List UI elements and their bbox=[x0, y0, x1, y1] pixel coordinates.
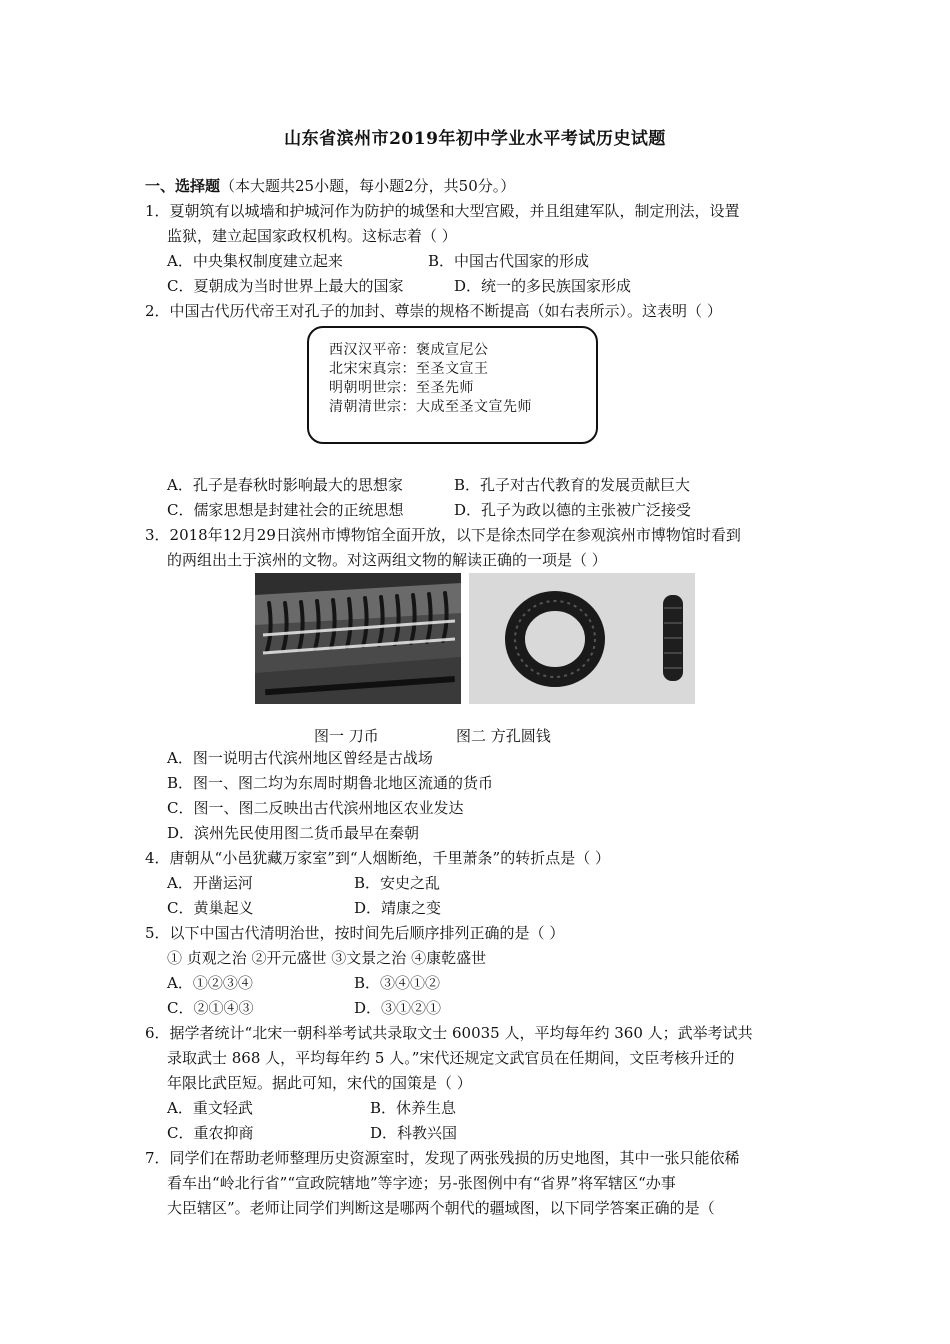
q3-option-b: B．图一、图二均为东周时期鲁北地区流通的货币 bbox=[167, 774, 494, 792]
q6-stem-line2: 录取武士 868 人，平均每年约 5 人。”宋代还规定文武官员在任期间，文臣考核升迁的 bbox=[167, 1049, 735, 1067]
confucius-title-table bbox=[307, 326, 598, 444]
section-heading-label: 一、选择题 bbox=[145, 177, 221, 195]
q1-stem-line1: 1．夏朝筑有以城墙和护城河作为防护的城堡和大型宫殿，并且组建军队，制定刑法，设置 bbox=[145, 202, 740, 220]
q1-stem-line2: 监狱，建立起国家政权机构。这标志着（ ） bbox=[167, 227, 457, 245]
q6-option-d: D．科教兴国 bbox=[370, 1124, 458, 1142]
q5-option-a: A．①②③④ bbox=[167, 974, 253, 992]
q5-stem-line1: 5．以下中国古代清明治世，按时间先后顺序排列正确的是（ ） bbox=[145, 924, 565, 942]
q6-stem-line1: 6．据学者统计“北宋一朝科举考试共录取文士 60035 人，平均每年约 360 人；武举考试共 bbox=[145, 1024, 753, 1042]
q4-option-c: C．黄巢起义 bbox=[167, 899, 254, 917]
q2-option-a: A．孔子是春秋时影响最大的思想家 bbox=[167, 476, 403, 494]
q3-stem-line1: 3．2018年12月29日滨州市博物馆全面开放，以下是徐杰同学在参观滨州市博物馆时看到 bbox=[145, 526, 741, 544]
figure2-caption: 图二 方孔圆钱 bbox=[456, 727, 551, 745]
q1-option-b: B．中国古代国家的形成 bbox=[428, 252, 590, 270]
section-heading bbox=[145, 176, 515, 196]
q4-option-b: B．安史之乱 bbox=[354, 874, 441, 892]
q1-option-a: A．中央集权制度建立起来 bbox=[167, 252, 343, 270]
q5-stem-line2: ① 贞观之治 ②开元盛世 ③文景之治 ④康乾盛世 bbox=[167, 949, 487, 967]
q7-stem-line2: 看车出“岭北行省”“宣政院辖地”等字迹；另-张图例中有“省界”将军辖区“办事 bbox=[167, 1174, 676, 1192]
section-note: （本大题共25小题，每小题2分，共50分。） bbox=[220, 177, 516, 195]
q2-option-c: C．儒家思想是封建社会的正统思想 bbox=[167, 501, 404, 519]
q5-option-c: C．②①④③ bbox=[167, 999, 254, 1017]
q5-option-b: B．③④①② bbox=[354, 974, 441, 992]
figure1-caption: 图一 刀币 bbox=[314, 727, 379, 745]
q6-option-b: B．休养生息 bbox=[370, 1099, 457, 1117]
q6-option-c: C．重农抑商 bbox=[167, 1124, 254, 1142]
table-row-han: 西汉汉平帝：褒成宣尼公 bbox=[329, 342, 489, 358]
q2-option-d: D．孔子为政以德的主张被广泛接受 bbox=[454, 501, 692, 519]
q4-option-a: A．开凿运河 bbox=[167, 874, 253, 892]
q6-option-a: A．重文轻武 bbox=[167, 1099, 253, 1117]
q6-stem-line3: 年限比武臣短。据此可知，宋代的国策是（ ） bbox=[167, 1074, 472, 1092]
q5-option-d: D．③①②① bbox=[354, 999, 442, 1017]
table-row-song: 北宋宋真宗：至圣文宣王 bbox=[329, 361, 489, 377]
page-title: 山东省滨州市2019年初中学业水平考试历史试题 bbox=[284, 129, 666, 149]
q7-stem-line3: 大臣辖区”。老师让同学们判断这是哪两个朝代的疆域图，以下同学答案正确的是（ bbox=[167, 1199, 715, 1217]
round-coin-image bbox=[469, 573, 695, 704]
knife-coin-image bbox=[255, 573, 461, 704]
knife-coin-photo bbox=[255, 573, 461, 704]
q7-stem-line1: 7．同学们在帮助老师整理历史资源室时，发现了两张残损的历史地图，其中一张只能依稀 bbox=[145, 1149, 740, 1167]
q2-option-b: B．孔子对古代教育的发展贡献巨大 bbox=[454, 476, 691, 494]
q3-option-d: D．滨州先民使用图二货币最早在秦朝 bbox=[167, 824, 420, 842]
q3-stem-line2: 的两组出土于滨州的文物。对这两组文物的解读正确的一项是（ ） bbox=[167, 551, 607, 569]
table-row-qing: 清朝清世宗：大成至圣文宣先师 bbox=[329, 399, 532, 415]
table-row-ming: 明朝明世宗：至圣先师 bbox=[329, 380, 474, 396]
q2-stem-line1: 2．中国古代历代帝王对孔子的加封、尊崇的规格不断提高（如右表所示）。这表明（ ） bbox=[145, 302, 722, 320]
round-coin-photo bbox=[469, 573, 695, 704]
q4-option-d: D．靖康之变 bbox=[354, 899, 442, 917]
q4-stem-line1: 4．唐朝从“小邑犹藏万家室”到“人烟断绝，千里萧条”的转折点是（ ） bbox=[145, 849, 610, 867]
q1-option-c: C．夏朝成为当时世界上最大的国家 bbox=[167, 277, 404, 295]
q3-option-a: A．图一说明古代滨州地区曾经是古战场 bbox=[167, 749, 433, 767]
q3-option-c: C．图一、图二反映出古代滨州地区农业发达 bbox=[167, 799, 464, 817]
q1-option-d: D．统一的多民族国家形成 bbox=[454, 277, 632, 295]
